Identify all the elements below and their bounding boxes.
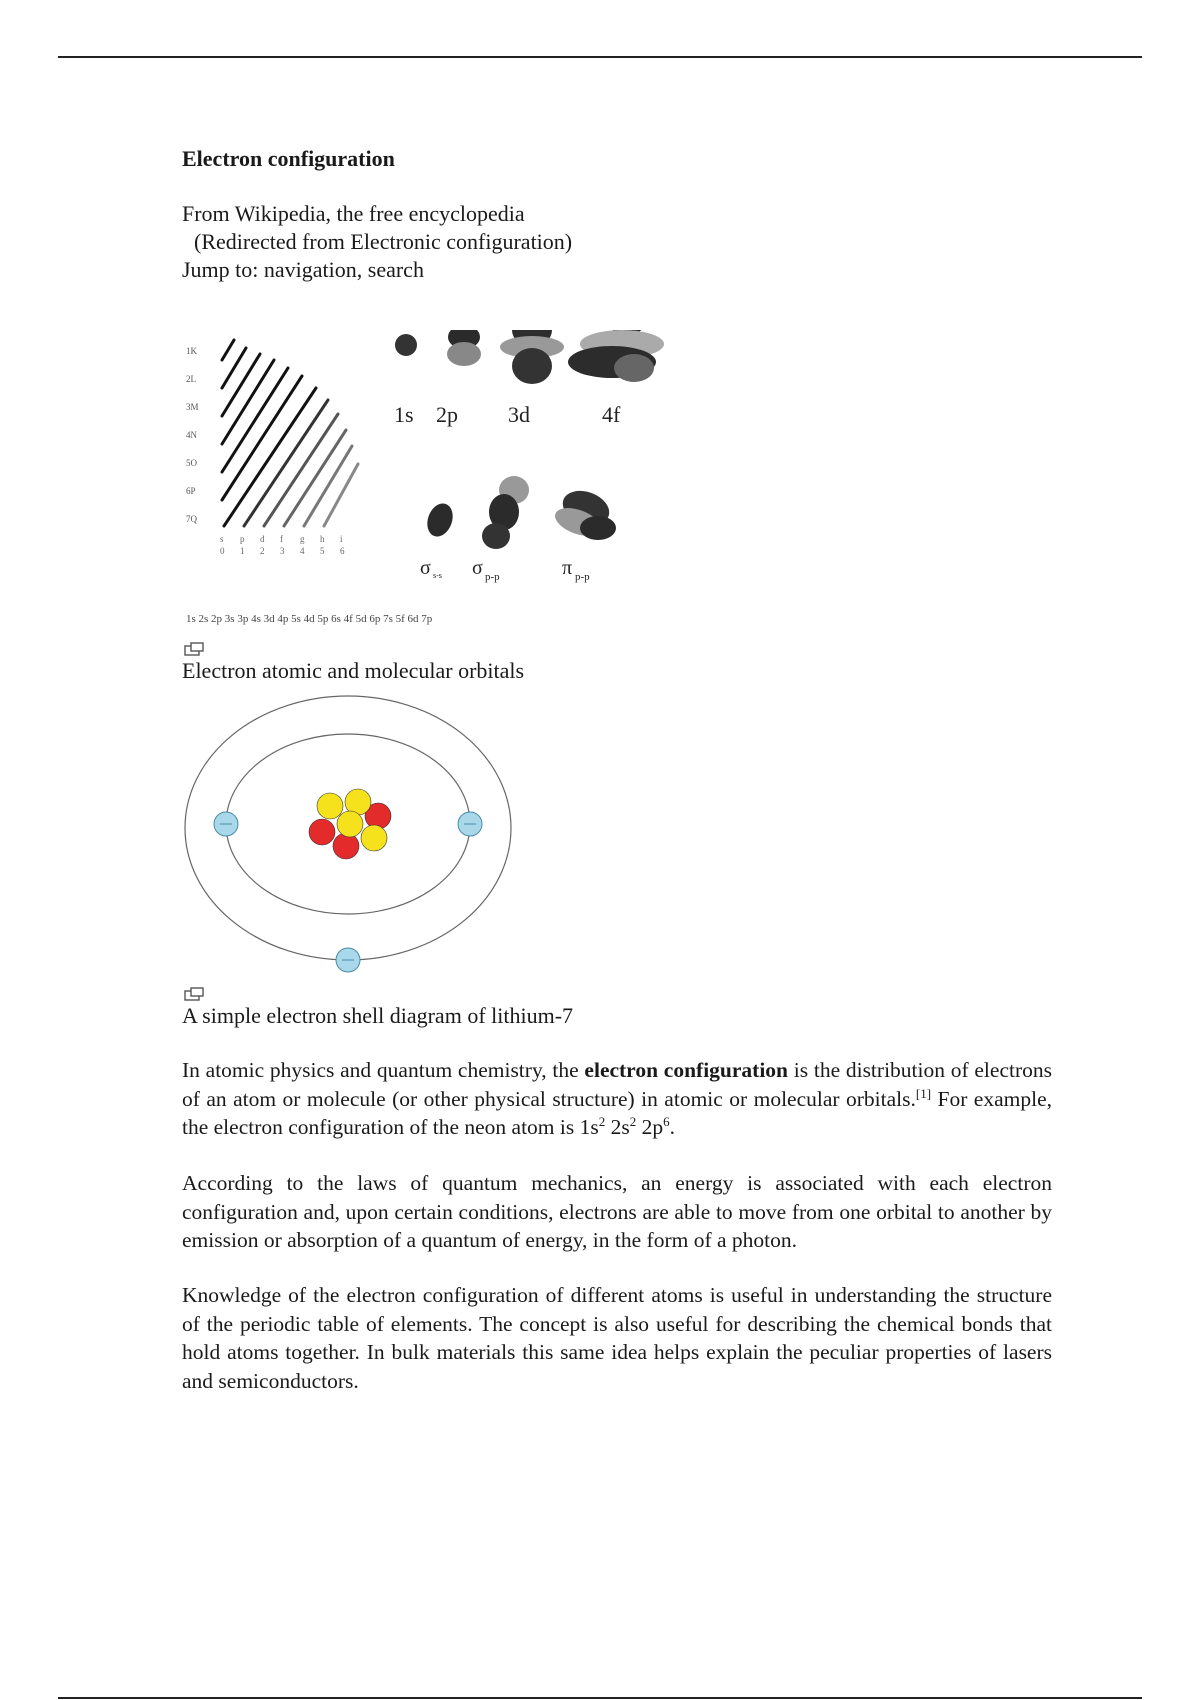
shell-label: 6P xyxy=(186,486,196,496)
svg-text:h: h xyxy=(320,534,325,544)
svg-text:p-p: p-p xyxy=(485,571,500,583)
svg-text:σ: σ xyxy=(420,557,431,579)
orbital-label-4f: 4f xyxy=(602,402,621,427)
svg-text:1: 1 xyxy=(240,546,245,556)
atomic-orbitals xyxy=(395,330,664,384)
svg-text:3: 3 xyxy=(280,546,285,556)
svg-text:p-p: p-p xyxy=(575,571,590,583)
paragraph-intro: In atomic physics and quantum chemistry, the electron configuration is the distribution of electrons of an atom or molecule (or other physical structure) in atomic or molecular orbitals.[1] For example, the electron configuration of the neon atom is $1s^2$ $2s^2$ $2p^6$. xyxy=(182,1058,1052,1139)
shell-label: 2L xyxy=(186,374,196,384)
svg-text:6: 6 xyxy=(340,546,345,556)
source-line: From Wikipedia, the free encyclopedia xyxy=(182,201,525,226)
proton xyxy=(333,833,359,859)
madelung-diagram xyxy=(186,346,199,524)
svg-text:i: i xyxy=(340,534,343,544)
orbital-labels xyxy=(394,402,621,427)
lithium-diagram xyxy=(182,690,522,980)
svg-text:4: 4 xyxy=(300,546,305,556)
figure-caption-orbitals: Electron atomic and molecular orbitals xyxy=(182,658,525,683)
madelung-arrows xyxy=(222,340,358,526)
shell-label: 4N xyxy=(186,430,197,440)
svg-text:2: 2 xyxy=(260,546,265,556)
neutron xyxy=(337,811,363,837)
neutron xyxy=(317,793,343,819)
orbital-label-2p: 2p xyxy=(436,402,458,427)
paragraph-knowledge: Knowledge of the electron configuration of different atoms is useful in understanding the structure of the periodic table of elements. The concept is also useful for describing the chemical bonds that hold atoms together. In bulk materials this same idea helps explain the peculiar properties of lasers and semiconductors. xyxy=(182,1283,1052,1393)
shell-label: 5O xyxy=(186,458,197,468)
enlarge-icon[interactable] xyxy=(184,987,206,1001)
subshell-caps xyxy=(220,534,345,556)
svg-text:5: 5 xyxy=(320,546,325,556)
citation-link[interactable]: [1] xyxy=(915,1085,932,1101)
molecular-labels xyxy=(420,557,590,583)
nucleus xyxy=(309,789,391,859)
svg-text:0: 0 xyxy=(220,546,225,556)
enlarge-icon[interactable] xyxy=(184,642,206,656)
shell-label: 3M xyxy=(186,402,199,412)
lithium-shell-figure xyxy=(182,690,522,980)
page-title: Electron configuration xyxy=(182,146,395,171)
article-meta xyxy=(182,200,572,284)
molecular-orbitals xyxy=(423,476,616,549)
svg-text:d: d xyxy=(260,534,265,544)
orbital-label-1s: 1s xyxy=(394,402,414,427)
redirect-line: (Redirected from Electronic configuration) xyxy=(194,229,573,254)
orbital-label-3d: 3d xyxy=(508,402,530,427)
order-sequence: 1s 2s 2p 3s 3p 4s 3d 4p 5s 4d 5p 6s 4f 5d 6p 7s 5f 6d 7p xyxy=(186,613,433,625)
shell-label: 1K xyxy=(186,346,197,356)
svg-text:s-s: s-s xyxy=(433,571,442,580)
shell-label: 7Q xyxy=(186,514,197,524)
svg-text:π: π xyxy=(562,557,573,579)
svg-text:p: p xyxy=(240,534,245,544)
bottom-rule xyxy=(58,1697,1142,1699)
svg-text:g: g xyxy=(300,534,305,544)
orbitals-figure xyxy=(182,330,742,640)
jump-links[interactable]: Jump to: navigation, search xyxy=(182,257,424,282)
svg-text:s: s xyxy=(220,534,224,544)
svg-text:σ: σ xyxy=(472,557,483,579)
top-rule xyxy=(58,56,1142,58)
orbitals-image xyxy=(182,330,742,640)
neutron xyxy=(361,825,387,851)
paragraph-quantum: According to the laws of quantum mechanics, an energy is associated with each electron configuration and, upon certain conditions, electrons are able to move from one orbital to another by emission or absorption of a quantum of energy, in the form of a photon. xyxy=(182,1171,1052,1252)
proton xyxy=(309,819,335,845)
figure-caption-lithium: A simple electron shell diagram of lithium-7 xyxy=(182,1003,574,1028)
svg-text:f: f xyxy=(280,534,283,544)
bold-term: electron configuration xyxy=(584,1058,789,1082)
